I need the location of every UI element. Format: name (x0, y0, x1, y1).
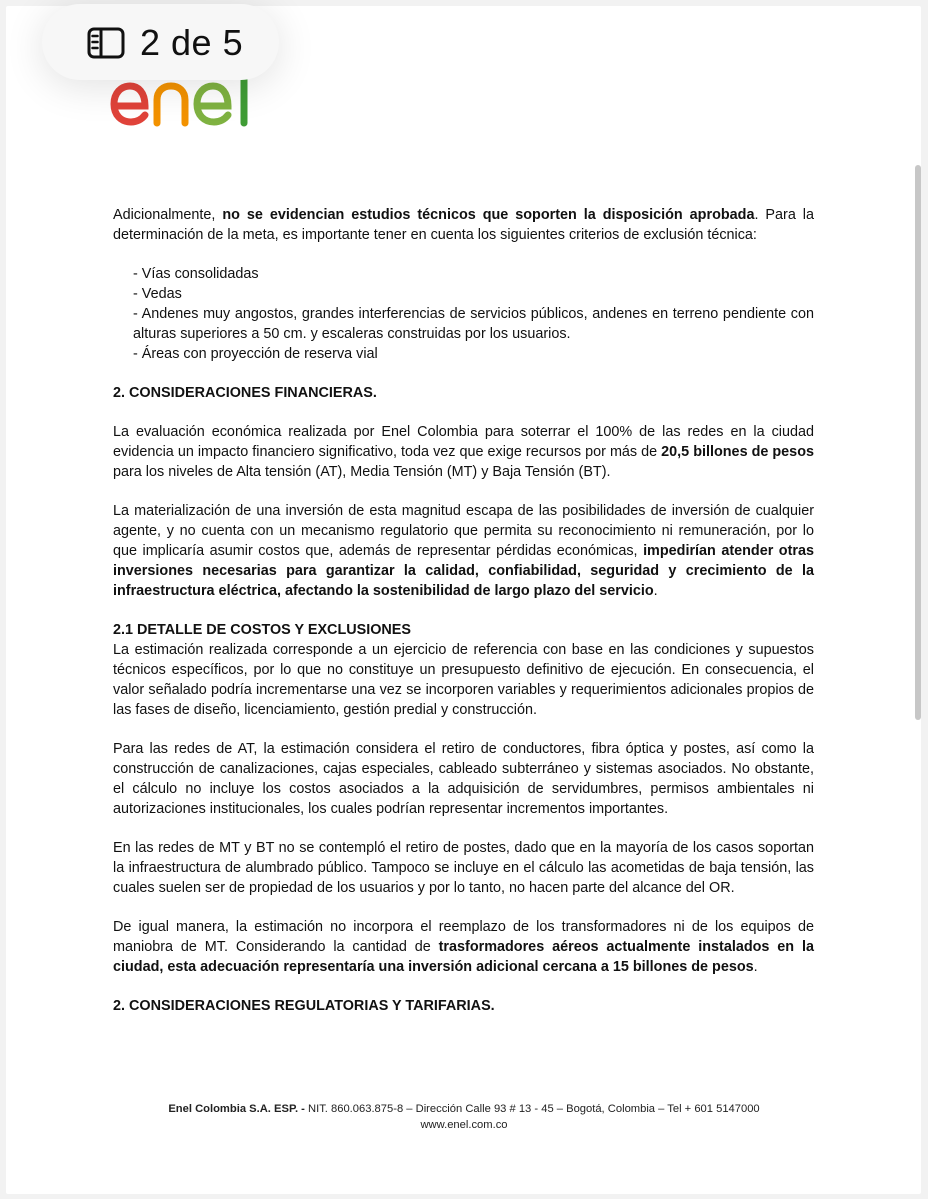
heading-financial: 2. CONSIDERACIONES FINANCIERAS. (113, 385, 377, 401)
paragraph-at-networks: Para las redes de AT, la estimación considera el retiro de conductores, fibra óptica y postes, así como la construcción de canalizaciones, cajas especiales, cableado subterráneo y sistemas asociados. No obstante, el cálculo no incluye los costos asociados a la adquisición de servidumbres, permisos ambientales ni autorizaciones institucionales, los cuales podrían representar incrementos importantes. (113, 741, 814, 817)
paragraph-intro: Adicionalmente, no se evidencian estudios técnicos que soporten la disposición aprobada. Para la determinación de la meta, es importante tener en cuenta los siguientes criterios de exclusión técnica: (113, 207, 814, 243)
paragraph-investment: La materialización de una inversión de esta magnitud escapa de las posibilidades de inversión de cualquier agente, y no cuenta con un mecanismo regulatorio que permita su reconocimiento ni remuneración, por lo que implicaría asumir costos que, además de representar pérdidas económicas, impedirían atender otras inversiones necesarias para garantizar la calidad, confiabilidad, seguridad y crecimiento de la infraestructura eléctrica, afectando la sostenibilidad de largo plazo del servicio. (113, 503, 814, 599)
list-item: - Vías consolidadas (133, 266, 259, 282)
scrollbar[interactable] (915, 165, 921, 720)
document-body (113, 205, 814, 1016)
list-item: - Vedas (133, 286, 182, 302)
paragraph-mt-bt-networks: En las redes de MT y BT no se contempló el retiro de postes, dado que en la mayoría de los casos soportan la infraestructura de alumbrado público. Tampoco se incluye en el cálculo las acometidas de baja tensión, las cuales suelen ser de propiedad de los usuarios y por lo tanto, no hacen parte del alcance del OR. (113, 840, 814, 896)
page-indicator[interactable] (42, 4, 279, 80)
paragraph-economic-evaluation: La evaluación económica realizada por Enel Colombia para soterrar el 100% de las redes en la ciudad evidencia un impacto financiero significativo, toda vez que exige recursos por más de 20,5 billones de pesos para los niveles de Alta tensión (AT), Media Tensión (MT) y Baja Tensión (BT). (113, 424, 814, 480)
list-item: - Andenes muy angostos, grandes interferencias de servicios públicos, andenes en terreno pendiente con alturas superiores a 50 cm. y escaleras construidas por los usuarios. (133, 306, 814, 342)
heading-cost-details: 2.1 DETALLE DE COSTOS Y EXCLUSIONES (113, 622, 412, 638)
list-item: - Áreas con proyección de reserva vial (133, 346, 378, 362)
footer-website[interactable]: www.enel.com.co (420, 1119, 508, 1131)
paragraph-transformers: De igual manera, la estimación no incorpora el reemplazo de los transformadores ni de los equipos de maniobra de MT. Considerando la cantidad de trasformadores aéreos actualmente instalados en la ciudad, esta adecuación representaría una inversión adicional cercana a 15 billones de pesos. (113, 919, 814, 975)
exclusion-criteria-list (113, 264, 814, 364)
footer-company-line: Enel Colombia S.A. ESP. - NIT. 860.063.875-8 – Dirección Calle 93 # 13 - 45 – Bogotá, Colombia – Tel + 601 5147000 (168, 1103, 760, 1115)
heading-regulatory: 2. CONSIDERACIONES REGULATORIAS Y TARIFARIAS. (113, 998, 495, 1014)
paragraph-estimation: La estimación realizada corresponde a un ejercicio de referencia con base en las condiciones y supuestos técnicos específicos, por lo que no constituye un presupuesto definitivo de ejecución. En consecuencia, el valor señalado podría incrementarse una vez se incorporen variables y requerimientos adicionales propios de las fases de diseño, licenciamiento, gestión predial y construcción. (113, 642, 814, 718)
sidebar-toggle-icon[interactable] (87, 27, 125, 59)
page-indicator-label: 2 de 5 (140, 22, 244, 63)
page-footer (0, 1101, 928, 1133)
